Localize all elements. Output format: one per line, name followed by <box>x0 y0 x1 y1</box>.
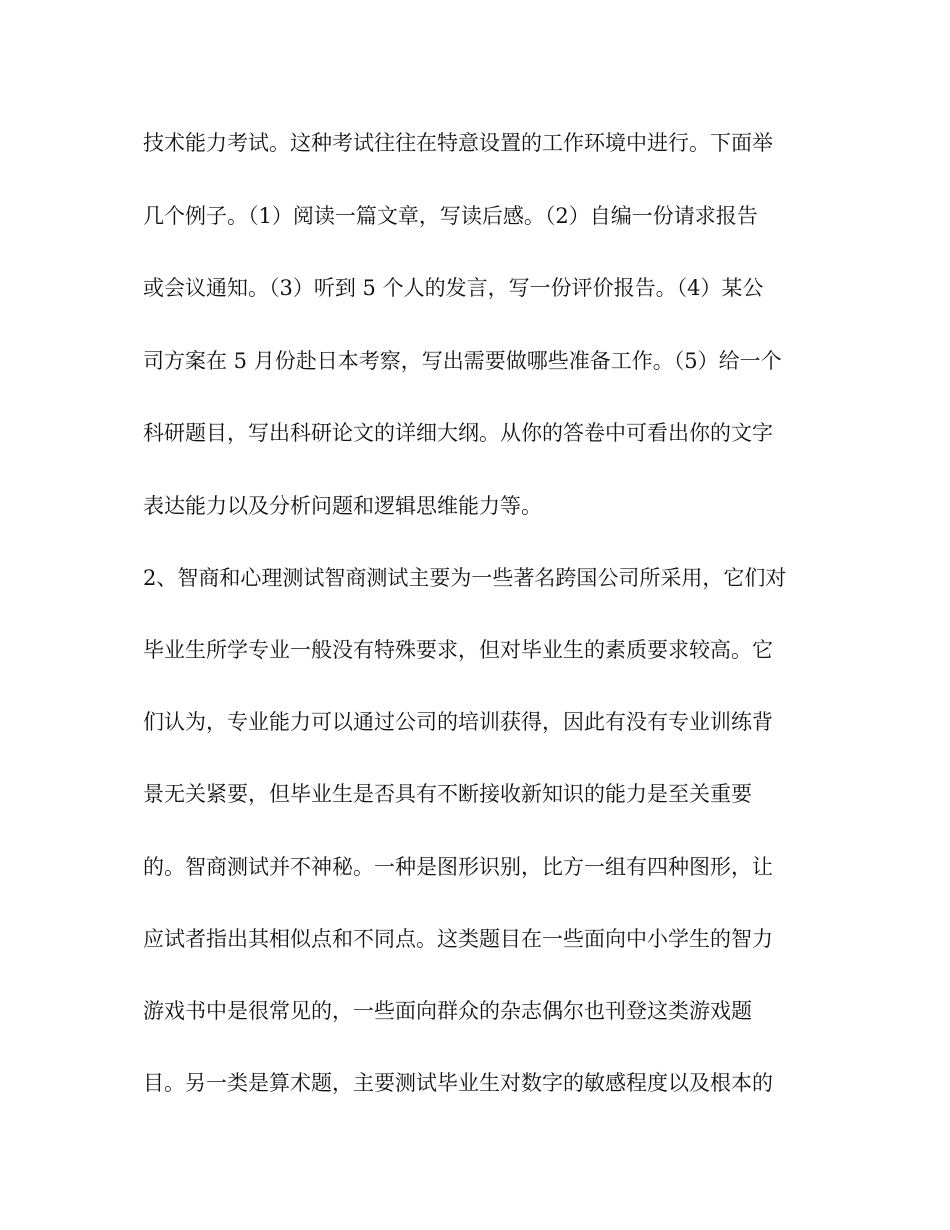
text-line: 几个例子。（1）阅读一篇文章，写读后感。（2）自编一份请求报告 <box>143 204 758 228</box>
text-line: 应试者指出其相似点和不同点。这类题目在一些面向中小学生的智力 <box>143 927 773 951</box>
text-line: 表达能力以及分析问题和逻辑思维能力等。 <box>143 494 542 518</box>
text-line: 科研题目，写出科研论文的详细大纲。从你的答卷中可看出你的文字 <box>143 421 773 445</box>
text-line: 游戏书中是很常见的，一些面向群众的杂志偶尔也刊登这类游戏题 <box>143 999 752 1023</box>
text-line: 们认为，专业能力可以通过公司的培训获得，因此有没有专业训练背 <box>143 710 773 734</box>
text-line: 毕业生所学专业一般没有特殊要求，但对毕业生的素质要求较高。它 <box>143 638 773 662</box>
text-line: 2、智商和心理测试智商测试主要为一些著名跨国公司所采用，它们对 <box>143 566 787 590</box>
text-line: 目。另一类是算术题，主要测试毕业生对数字的敏感程度以及根本的 <box>143 1071 773 1095</box>
text-line: 景无关紧要，但毕业生是否具有不断接收新知识的能力是至关重要 <box>143 782 752 806</box>
text-line: 技术能力考试。这种考试往往在特意设置的工作环境中进行。下面举 <box>143 131 773 155</box>
text-line: 的。智商测试并不神秘。一种是图形识别，比方一组有四种图形，让 <box>143 855 773 879</box>
text-line: 或会议通知。（3）听到 5 个人的发言，写一份评价报告。（4）某公 <box>143 276 764 300</box>
text-line: 司方案在 5 月份赴日本考察，写出需要做哪些准备工作。（5）给一个 <box>143 349 782 373</box>
